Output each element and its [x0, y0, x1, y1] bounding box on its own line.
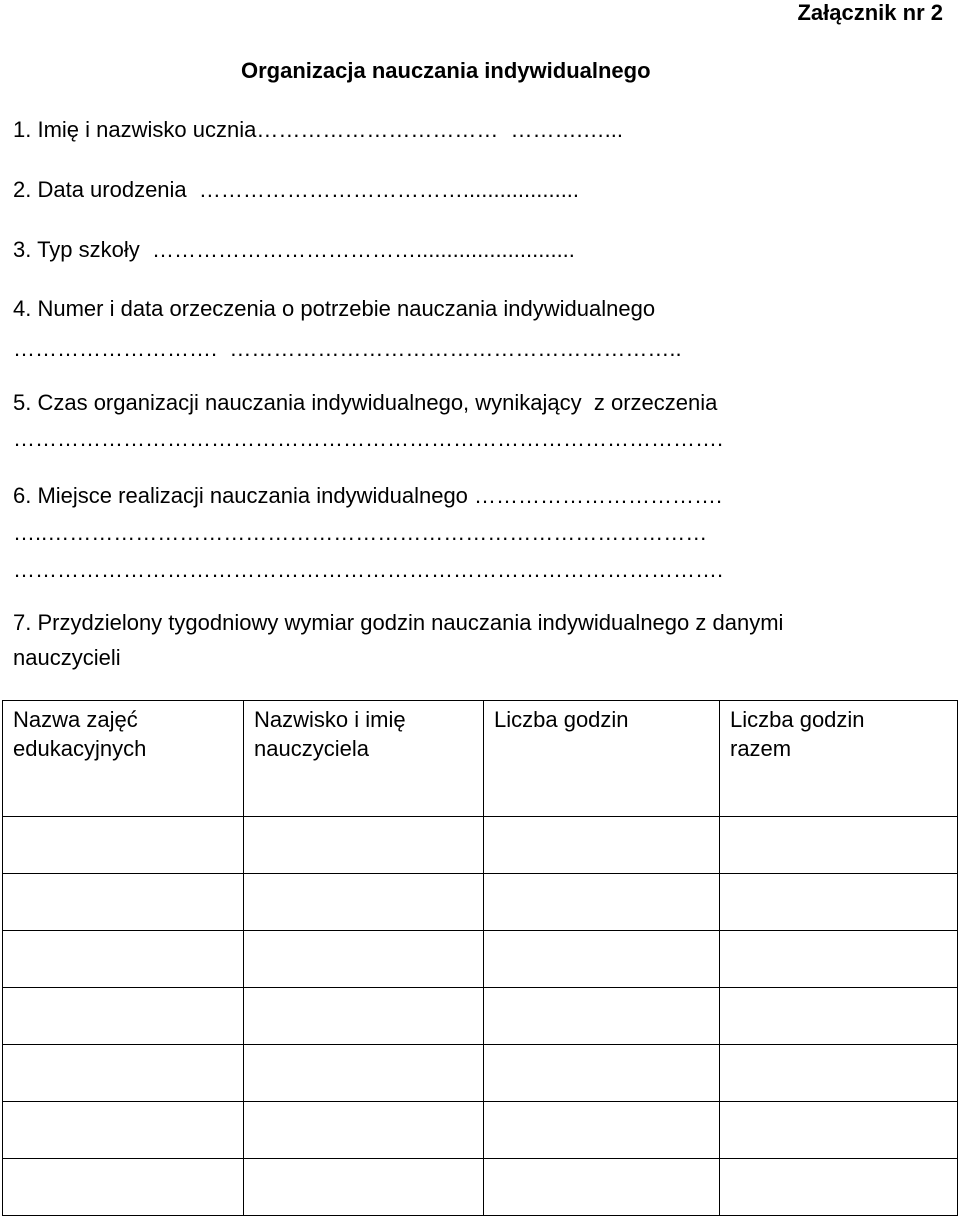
teaching-hours-table — [2, 700, 958, 1216]
field-teaching-place-line-2: ……………………………………………………………………………………. — [13, 557, 724, 582]
table-cell-hours[interactable] — [484, 1102, 720, 1159]
table-row — [3, 1045, 958, 1102]
table-header-row — [3, 701, 958, 817]
table-cell-hours-total[interactable] — [720, 1159, 958, 1216]
field-teaching-time-line: ……………………………………………………………………………………. — [13, 426, 724, 451]
field-ruling-number-label: 4. Numer i data orzeczenia o potrzebie nauczania indywidualnego — [13, 296, 656, 321]
table-cell-hours-total[interactable] — [720, 931, 958, 988]
table-row — [3, 817, 958, 874]
field-weekly-hours-label: 7. Przydzielony tygodniowy wymiar godzin nauczania indywidualnego z danymi — [13, 610, 784, 635]
table-row — [3, 1159, 958, 1216]
table-cell-teacher[interactable] — [244, 988, 484, 1045]
header-subject-name: Nazwa zajęć edukacyjnych — [3, 701, 244, 817]
field-birth-date: 2. Data urodzenia ………………………………................... — [13, 177, 580, 202]
table-cell-subject[interactable] — [3, 931, 244, 988]
table-cell-subject[interactable] — [3, 1159, 244, 1216]
annex-label: Załącznik nr 2 — [797, 0, 943, 25]
table-cell-teacher[interactable] — [244, 1045, 484, 1102]
field-teaching-place-label: 6. Miejsce realizacji nauczania indywidualnego ……………………………. — [13, 483, 723, 508]
table-cell-teacher[interactable] — [244, 874, 484, 931]
table-row — [3, 874, 958, 931]
field-ruling-number-line: ………………………. …………………………………………………….. — [13, 336, 682, 361]
table-cell-hours[interactable] — [484, 1159, 720, 1216]
table-cell-subject[interactable] — [3, 874, 244, 931]
field-teaching-time-label: 5. Czas organizacji nauczania indywidualnego, wynikający z orzeczenia — [13, 390, 718, 415]
table-row — [3, 1102, 958, 1159]
table-cell-hours-total[interactable] — [720, 817, 958, 874]
table-cell-hours[interactable] — [484, 931, 720, 988]
table-cell-teacher[interactable] — [244, 817, 484, 874]
field-student-name: 1. Imię i nazwisko ucznia…………………………… ……….…... — [13, 117, 623, 142]
field-weekly-hours-label-cont: nauczycieli — [13, 645, 121, 670]
table-row — [3, 931, 958, 988]
table-cell-hours[interactable] — [484, 874, 720, 931]
document-title: Organizacja nauczania indywidualnego — [241, 58, 651, 83]
table-cell-subject[interactable] — [3, 817, 244, 874]
table-cell-hours-total[interactable] — [720, 988, 958, 1045]
table-cell-hours[interactable] — [484, 1045, 720, 1102]
table-cell-teacher[interactable] — [244, 1159, 484, 1216]
table-cell-teacher[interactable] — [244, 1102, 484, 1159]
table-cell-hours-total[interactable] — [720, 1102, 958, 1159]
table-cell-teacher[interactable] — [244, 931, 484, 988]
table-cell-subject[interactable] — [3, 988, 244, 1045]
header-teacher-name: Nazwisko i imię nauczyciela — [244, 701, 484, 817]
table-cell-hours[interactable] — [484, 817, 720, 874]
table-cell-hours-total[interactable] — [720, 1045, 958, 1102]
table-cell-hours-total[interactable] — [720, 874, 958, 931]
table-cell-hours[interactable] — [484, 988, 720, 1045]
field-school-type: 3. Typ szkoły ……………………………….......................... — [13, 237, 575, 262]
table-cell-subject[interactable] — [3, 1045, 244, 1102]
table-row — [3, 988, 958, 1045]
field-teaching-place-line-1: …..……………………………………………………………………………… — [13, 520, 708, 545]
header-hours-total: Liczba godzin razem — [720, 701, 958, 817]
table-cell-subject[interactable] — [3, 1102, 244, 1159]
header-hours: Liczba godzin — [484, 701, 720, 817]
